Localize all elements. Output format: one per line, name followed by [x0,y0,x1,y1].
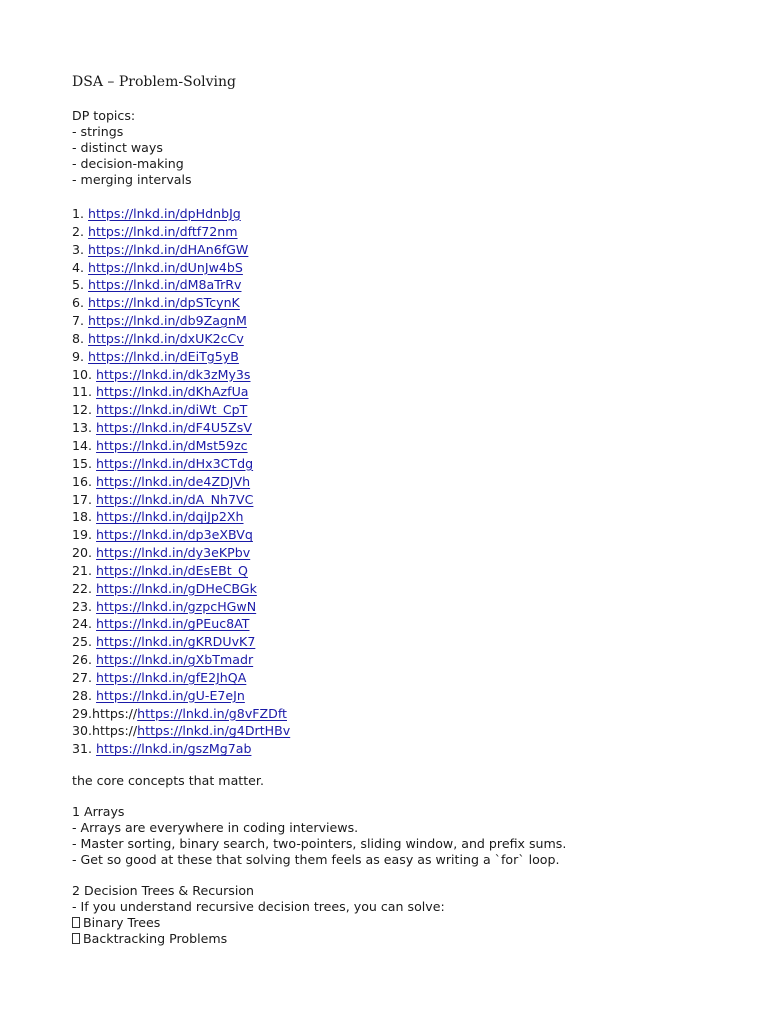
link-number: 4. [72,259,89,275]
link-url[interactable]: https://lnkd.in/dEiTg5yB [88,348,239,364]
link-url[interactable]: https://lnkd.in/dpSTcynK [88,295,240,311]
link-number: 24. [72,616,97,632]
section-line: - Get so good at these that solving them feels as easy as writing a `for` loop. [72,852,560,868]
link-row [72,401,712,419]
link-url[interactable]: https://lnkd.in/gU-E7eJn [96,687,245,703]
link-number: 14. [72,437,97,453]
link-row [72,544,712,562]
link-url[interactable]: https://lnkd.in/dk3zMy3s [96,366,251,382]
document-title: DSA – Problem-Solving [72,74,236,90]
bullet-text: Binary Trees [83,915,161,931]
link-number: 31. [72,741,97,757]
link-row [72,491,712,509]
core-intro: the core concepts that matter. [72,773,264,789]
dp-topic: - decision-making [72,156,184,171]
link-url[interactable]: https://lnkd.in/gKRDUvK7 [96,634,256,650]
link-list [72,205,712,758]
link-url[interactable]: https://lnkd.in/g4DrtHBv [137,723,291,739]
link-url[interactable]: https://lnkd.in/dftf72nm [88,223,238,239]
link-url[interactable]: https://lnkd.in/gzpcHGwN [96,598,257,614]
link-row [72,705,712,723]
link-number: 9. [72,348,89,364]
link-number: 25. [72,634,97,650]
link-number: 15. [72,455,97,471]
link-row [72,633,712,651]
link-url[interactable]: https://lnkd.in/dA_Nh7VC [96,491,254,507]
link-row [72,383,712,401]
dp-topic: - merging intervals [72,172,192,187]
link-url[interactable]: https://lnkd.in/dHx3CTdg [96,455,254,471]
link-row [72,580,712,598]
link-url[interactable]: https://lnkd.in/gszMg7ab [96,741,252,757]
missing-glyph-icon [72,917,80,928]
link-number: 11. [72,384,97,400]
link-row [72,276,712,294]
link-url[interactable]: https://lnkd.in/dKhAzfUa [96,384,249,400]
bullet-text: Backtracking Problems [83,931,228,947]
link-row [72,223,712,241]
link-number: 22. [72,580,97,596]
link-url[interactable]: https://lnkd.in/diWt_CpT [96,402,248,418]
link-row [72,348,712,366]
link-row [72,508,712,526]
link-row [72,598,712,616]
link-row [72,437,712,455]
link-number: 12. [72,402,97,418]
spacer [72,868,712,883]
spacer [72,758,712,773]
dp-heading: DP topics: [72,108,136,123]
link-row [72,615,712,633]
link-url[interactable]: https://lnkd.in/dHAn6fGW [88,241,249,257]
link-url[interactable]: https://lnkd.in/dM8aTrRv [88,277,242,293]
link-number: 1. [72,206,89,221]
link-url[interactable]: https://lnkd.in/db9ZagnM [88,313,247,329]
link-row [72,562,712,580]
link-url[interactable]: https://lnkd.in/gfE2JhQA [96,669,247,685]
dp-topic: - strings [72,124,124,139]
link-number: 27. [72,669,97,685]
link-number: 13. [72,420,97,436]
link-row [72,294,712,312]
link-number: 8. [72,330,89,346]
link-url[interactable]: https://lnkd.in/dMst59zc [96,437,248,453]
link-number: 19. [72,527,97,543]
missing-glyph-icon [72,933,80,944]
link-row [72,419,712,437]
link-row [72,687,712,705]
link-url[interactable]: https://lnkd.in/dpHdnbJg [88,206,241,221]
link-number: 17. [72,491,97,507]
link-number: 3. [72,241,89,257]
link-url[interactable]: https://lnkd.in/gPEuc8AT [96,616,250,632]
dp-topic: - distinct ways [72,140,163,155]
section-heading-decision-trees: 2 Decision Trees & Recursion [72,883,255,899]
link-number: 28. [72,687,97,703]
link-row [72,455,712,473]
link-number: 10. [72,366,97,382]
link-number: 30.https:// [72,723,138,739]
link-row [72,473,712,491]
section-heading-arrays: 1 Arrays [72,804,125,820]
link-row [72,366,712,384]
link-number: 29.https:// [72,705,138,721]
link-row [72,526,712,544]
link-url[interactable]: https://lnkd.in/dUnJw4bS [88,259,243,275]
link-url[interactable]: https://lnkd.in/dxUK2cCv [88,330,244,346]
link-url[interactable]: https://lnkd.in/de4ZDJVh [96,473,251,489]
link-number: 21. [72,562,97,578]
document-page [72,72,712,947]
link-number: 2. [72,223,89,239]
link-row [72,669,712,687]
section-line: - Master sorting, binary search, two-pointers, sliding window, and prefix sums. [72,836,567,852]
link-row [72,722,712,740]
bullet-item [72,915,712,931]
link-url[interactable]: https://lnkd.in/dy3eKPbv [96,545,251,561]
link-row [72,241,712,259]
link-number: 5. [72,277,89,293]
link-number: 16. [72,473,97,489]
link-url[interactable]: https://lnkd.in/dEsEBt_Q [96,562,248,578]
link-url[interactable]: https://lnkd.in/gXbTmadr [96,652,254,668]
link-url[interactable]: https://lnkd.in/gDHeCBGk [96,580,257,596]
link-row [72,651,712,669]
link-url[interactable]: https://lnkd.in/dqiJp2Xh [96,509,244,525]
link-url[interactable]: https://lnkd.in/dF4U5ZsV [96,420,252,436]
link-number: 23. [72,598,97,614]
section-line: - If you understand recursive decision trees, you can solve: [72,899,445,915]
bullet-item [72,931,712,947]
link-number: 18. [72,509,97,525]
link-url[interactable]: https://lnkd.in/g8vFZDft [137,705,287,721]
link-row [72,312,712,330]
link-number: 20. [72,545,97,561]
link-url[interactable]: https://lnkd.in/dp3eXBVq [96,527,253,543]
link-row [72,740,712,758]
link-row [72,330,712,348]
section-line: - Arrays are everywhere in coding interviews. [72,820,359,836]
link-number: 7. [72,313,89,329]
link-row [72,259,712,277]
link-number: 6. [72,295,89,311]
link-number: 26. [72,652,97,668]
spacer [72,789,712,804]
spacer [72,188,712,205]
link-row [72,205,712,223]
